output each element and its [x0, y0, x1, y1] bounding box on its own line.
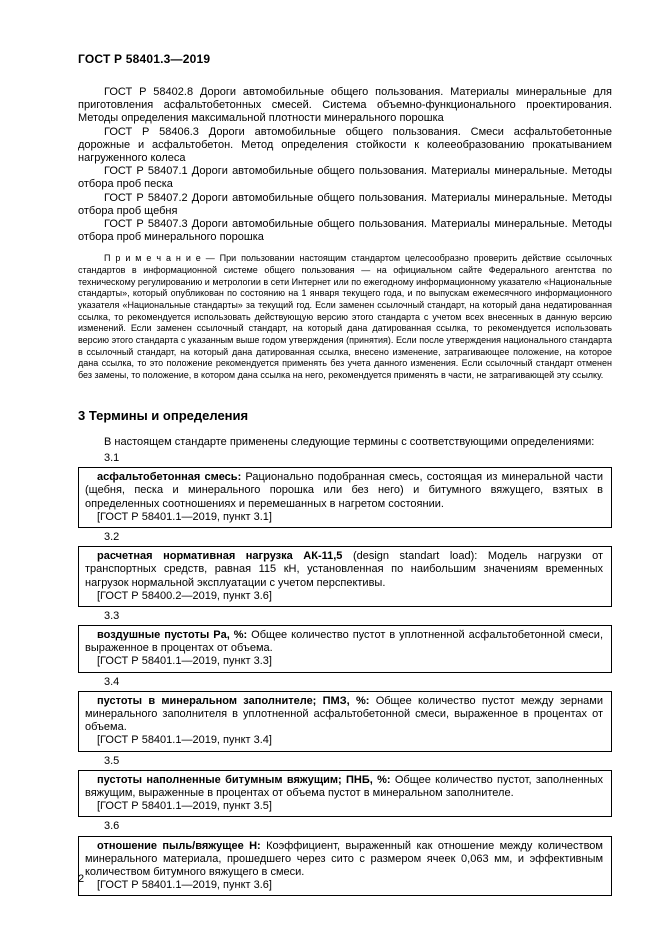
- section-intro: В настоящем стандарте применены следующие термины с соответствующими определениями:: [104, 435, 595, 448]
- term-number: 3.4: [104, 675, 120, 688]
- term-title: воздушные пустоты Pа, %:: [97, 629, 248, 642]
- term-text: Общее количество пустот между зернами минерального заполнителя в уплотненной асфальтобетонной смеси, выраженное в процентах от объема.: [85, 694, 603, 734]
- reference-paragraph: ГОСТ Р 58407.2 Дороги автомобильные общего пользования. Материалы минеральные. Методы отбора проб щебня: [78, 191, 612, 217]
- term-definition: [85, 840, 603, 880]
- term-title: отношение пыль/вяжущее Н:: [97, 839, 261, 852]
- term-source: [ГОСТ Р 58401.1—2019, пункт 3.6]: [97, 879, 272, 892]
- term-definition-box: [78, 836, 612, 897]
- term-text: Рационально подобранная смесь, состоящая из минеральной части (щебня, песка и минерального порошка или без него) и битумного вяжущего, взятых в определенных соотношениях и перемешанных в нагретом состоянии.: [85, 471, 603, 510]
- term-source: [ГОСТ Р 58401.1—2019, пункт 3.1]: [97, 510, 272, 523]
- term-source: [ГОСТ Р 58401.1—2019, пункт 3.5]: [97, 800, 272, 813]
- page-number: 2: [78, 873, 85, 885]
- term-text: Общее количество пустот в уплотненной асфальтобетонной смеси, выраженное в процентах от объема.: [85, 629, 603, 655]
- term-definition-box: [78, 546, 612, 607]
- term-definition-box: [78, 691, 612, 752]
- term-text: Общее количество пустот, заполненных вяжущим, выраженные в процентах от объема пустот в минеральном заполнителе.: [85, 773, 604, 799]
- term-source: [ГОСТ Р 58401.1—2019, пункт 3.4]: [97, 734, 272, 747]
- term-number: 3.5: [104, 754, 120, 767]
- term-definition-box: [78, 770, 612, 818]
- reference-paragraph: ГОСТ Р 58406.3 Дороги автомобильные общего пользования. Смеси асфальтобетонные дорожные и асфальтобетон. Метод определения стойкости к колееобразованию прокатыванием нагруженного колеса: [78, 125, 612, 164]
- document-header: ГОСТ Р 58401.3—2019: [78, 52, 211, 66]
- term-number: 3.2: [104, 530, 120, 543]
- term-source: [ГОСТ Р 58401.1—2019, пункт 3.3]: [97, 655, 272, 668]
- reference-paragraph: ГОСТ Р 58407.1 Дороги автомобильные общего пользования. Материалы минеральные. Методы отбора проб песка: [78, 165, 612, 191]
- term-definition: [85, 774, 603, 800]
- section-heading: 3 Термины и определения: [78, 407, 249, 423]
- term-title: расчетная нормативная нагрузка АК-11,5: [97, 550, 343, 563]
- term-source: [ГОСТ Р 58400.2—2019, пункт 3.6]: [97, 589, 272, 602]
- term-text: Коэффициент, выраженный как отношение между количеством минерального материала, прошедшего через сито с размером ячеек 0,063 мм, и эффективным количеством битумного вяжущего в смеси.: [85, 839, 603, 878]
- term-definition: [85, 629, 603, 655]
- term-definition: [85, 471, 603, 511]
- term-title: пустоты наполненные битумным вяжущим; ПНБ, %:: [97, 773, 391, 786]
- term-title: асфальтобетонная смесь:: [97, 471, 242, 484]
- term-number: 3.1: [104, 452, 120, 464]
- term-number: 3.6: [104, 820, 120, 833]
- term-number: 3.3: [104, 609, 120, 622]
- note-paragraph: П р и м е ч а н и е — При пользовании настоящим стандартом целесообразно проверить действие ссылочных стандартов в информационной системе общего пользования — на официальном сайте Федерального агентства по техническому регулированию и метрологии в сети Интернет или по ежегодному информационному указателю «Национальные стандарты», который опубликован по состоянию на 1 января текущего года, и по выпускам ежемесячного информационного указателя «Национальные стандарты» за текущий год. Если заменен ссылочный стандарт, на который дана недатированная ссылка, то рекомендуется использовать действующую версию этого стандарта с учетом всех внесенных в данную версию изменений. Если заменен ссылочный стандарт, на который дана датированная ссылка, то рекомендуется использовать версию этого стандарта с указанным выше годом утверждения (принятия). Если после утверждения национального стандарта в ссылочный стандарт, на который дана датированная ссылка, внесено изменение, затрагивающее положение, на которое дана ссылка, то это положение рекомендуется применять без учета данного изменения. Если ссылочный стандарт отменен без замены, то положение, в котором дана ссылка на него, рекомендуется применять в части, не затрагивающей эту ссылку.: [78, 253, 612, 381]
- term-definition: [85, 695, 603, 735]
- term-title: пустоты в минеральном заполнителе; ПМЗ, %:: [97, 694, 370, 707]
- term-definition: [85, 550, 603, 590]
- reference-paragraph: ГОСТ Р 58407.3 Дороги автомобильные общего пользования. Материалы минеральные. Методы отбора проб минерального порошка: [78, 217, 612, 244]
- reference-paragraph: ГОСТ Р 58402.8 Дороги автомобильные общего пользования. Материалы минеральные для приготовления асфальтобетонных смесей. Система объемно-функционального проектирования. Методы определения максимальной плотности минерального порошка: [78, 86, 612, 125]
- term-definition-box: [78, 467, 612, 528]
- term-text: (design standart load): Модель нагрузки от транспортных средств, равная 115 кН, установленная по наибольшим значениям временных нагрузок нормальной эксплуатации с учетом перспективы.: [85, 550, 604, 589]
- term-definition-box: [78, 625, 612, 673]
